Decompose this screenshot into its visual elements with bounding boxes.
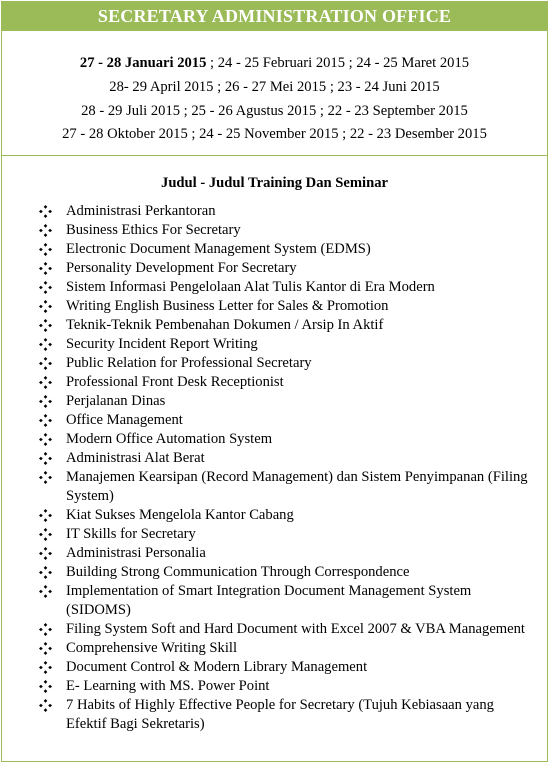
- list-item: [2, 677, 547, 696]
- list-item-text: Office Management: [66, 412, 183, 428]
- list-item: [2, 620, 547, 639]
- page-title: SECRETARY ADMINISTRATION OFFICE: [2, 2, 547, 31]
- four-diamond-bullet-icon: [39, 224, 52, 237]
- list-item-text: Comprehensive Writing Skill: [66, 640, 238, 656]
- list-item: [2, 354, 547, 373]
- schedule-first-date: 27 - 28 Januari 2015: [79, 55, 207, 71]
- list-item: [2, 335, 547, 354]
- four-diamond-bullet-icon: [39, 566, 52, 579]
- four-diamond-bullet-icon: [39, 300, 52, 313]
- list-item: [2, 373, 547, 392]
- list-item: [2, 430, 547, 449]
- four-diamond-bullet-icon: [39, 262, 52, 275]
- list-item: [2, 639, 547, 658]
- four-diamond-bullet-icon: [39, 509, 52, 522]
- four-diamond-bullet-icon: [39, 661, 52, 674]
- schedule-line-4: 27 - 28 Oktober 2015 ; 24 - 25 November 2015 ; 22 - 23 Desember 2015: [62, 126, 487, 143]
- list-item-text: Kiat Sukses Mengelola Kantor Cabang: [66, 507, 294, 523]
- section-title: Judul - Judul Training Dan Seminar: [161, 175, 388, 191]
- list-item: [2, 544, 547, 563]
- list-item: [2, 316, 547, 335]
- list-item: [2, 259, 547, 278]
- list-item: [2, 506, 547, 525]
- four-diamond-bullet-icon: [39, 452, 52, 465]
- list-item: [2, 392, 547, 411]
- list-item-text: Perjalanan Dinas: [66, 393, 166, 409]
- four-diamond-bullet-icon: [39, 243, 52, 256]
- schedule-line-3: 28 - 29 Juli 2015 ; 25 - 26 Agustus 2015 ; 22 - 23 September 2015: [81, 102, 468, 119]
- list-item: [2, 563, 547, 582]
- four-diamond-bullet-icon: [39, 547, 52, 560]
- schedule-line-1-rest: ; 24 - 25 Februari 2015 ; 24 - 25 Maret 2015: [206, 55, 470, 71]
- list-item: [2, 202, 547, 221]
- list-item: [2, 221, 547, 240]
- list-item-text: Document Control & Modern Library Management: [66, 659, 368, 675]
- four-diamond-bullet-icon: [39, 699, 52, 712]
- four-diamond-bullet-icon: [39, 395, 52, 408]
- list-item: [2, 525, 547, 544]
- four-diamond-bullet-icon: [39, 680, 52, 693]
- four-diamond-bullet-icon: [39, 376, 52, 389]
- topic-list: [2, 202, 547, 734]
- list-item-text: E- Learning with MS. Power Point: [66, 678, 270, 694]
- four-diamond-bullet-icon: [39, 281, 52, 294]
- schedule-line-2: 28- 29 April 2015 ; 26 - 27 Mei 2015 ; 23 - 24 Juni 2015: [109, 78, 440, 95]
- list-item: [2, 297, 547, 316]
- list-item: [2, 696, 547, 734]
- list-item-text: Administrasi Alat Berat: [66, 450, 205, 466]
- list-item: [2, 278, 547, 297]
- list-item-text: Teknik-Teknik Pembenahan Dokumen / Arsip In Aktif: [66, 317, 384, 333]
- schedule-line-1: [2, 52, 547, 76]
- four-diamond-bullet-icon: [39, 585, 52, 598]
- list-item-text: Professional Front Desk Receptionist: [66, 374, 284, 390]
- list-item-text: Manajemen Kearsipan (Record Management) dan Sistem Penyimpanan (Filing System): [66, 469, 528, 504]
- list-item-text: Public Relation for Professional Secretary: [66, 355, 312, 371]
- list-item-text: Electronic Document Management System (EDMS): [66, 241, 371, 257]
- list-item: [2, 449, 547, 468]
- list-item-text: Implementation of Smart Integration Document Management System (SIDOMS): [66, 583, 472, 618]
- list-item: [2, 582, 547, 620]
- list-item: [2, 240, 547, 259]
- four-diamond-bullet-icon: [39, 642, 52, 655]
- list-item: [2, 468, 547, 506]
- list-item-text: Building Strong Communication Through Correspondence: [66, 564, 410, 580]
- list-item-text: 7 Habits of Highly Effective People for Secretary (Tujuh Kebiasaan yang Efektif Bagi Sekretaris): [66, 697, 494, 732]
- four-diamond-bullet-icon: [39, 528, 52, 541]
- four-diamond-bullet-icon: [39, 338, 52, 351]
- four-diamond-bullet-icon: [39, 319, 52, 332]
- schedule-dates: [2, 31, 547, 156]
- four-diamond-bullet-icon: [39, 623, 52, 636]
- list-item-text: Personality Development For Secretary: [66, 260, 297, 276]
- list-item-text: IT Skills for Secretary: [66, 526, 196, 542]
- list-item-text: Administrasi Personalia: [66, 545, 206, 561]
- list-item-text: Business Ethics For Secretary: [66, 222, 241, 238]
- list-item-text: Security Incident Report Writing: [66, 336, 258, 352]
- four-diamond-bullet-icon: [39, 205, 52, 218]
- list-item-text: Administrasi Perkantoran: [66, 203, 216, 219]
- document-frame: [1, 1, 548, 762]
- list-item-text: Modern Office Automation System: [66, 431, 273, 447]
- four-diamond-bullet-icon: [39, 414, 52, 427]
- list-item: [2, 658, 547, 677]
- four-diamond-bullet-icon: [39, 433, 52, 446]
- list-item-text: Sistem Informasi Pengelolaan Alat Tulis Kantor di Era Modern: [66, 279, 435, 295]
- list-item: [2, 411, 547, 430]
- four-diamond-bullet-icon: [39, 471, 52, 484]
- list-item-text: Filing System Soft and Hard Document with Excel 2007 & VBA Management: [66, 621, 525, 637]
- four-diamond-bullet-icon: [39, 357, 52, 370]
- list-item-text: Writing English Business Letter for Sales & Promotion: [66, 298, 389, 314]
